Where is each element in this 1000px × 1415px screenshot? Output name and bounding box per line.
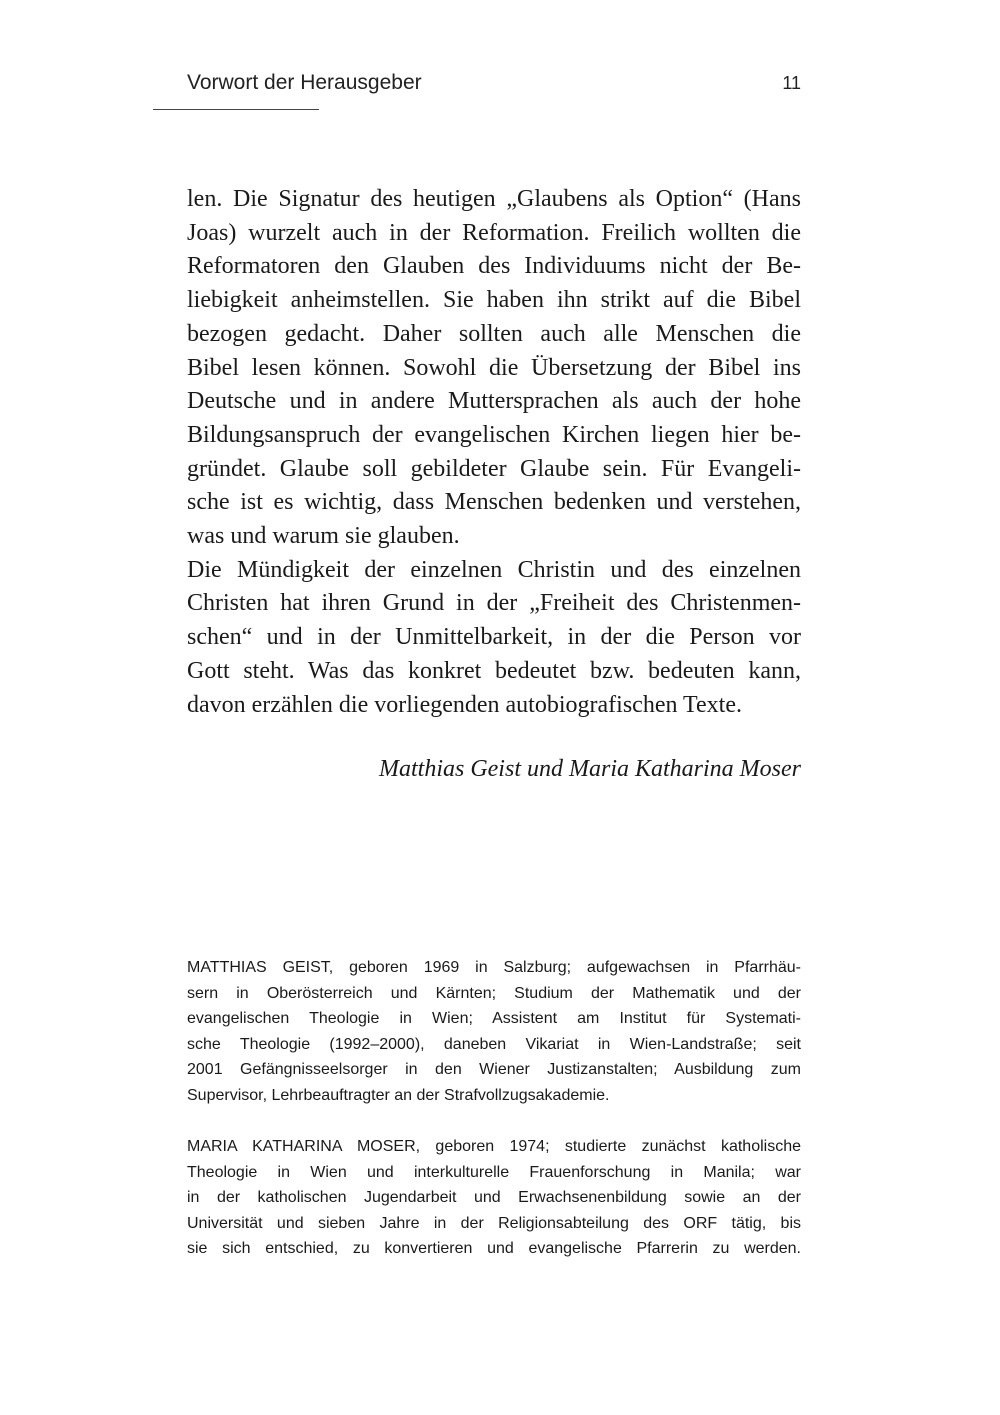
body-line: davon erzählen die vorliegenden autobiografischen Texte. xyxy=(187,691,742,718)
body-line: sche ist es wichtig, dass Menschen bedenken und verstehen, xyxy=(187,489,801,516)
body-line: schen“ und in der Unmittelbarkeit, in der die Person vor xyxy=(187,624,801,651)
bio-line: sern in Oberösterreich und Kärnten; Studium der Mathematik und der xyxy=(187,984,801,1002)
author-bio-moser xyxy=(187,1134,801,1262)
body-line: Gott steht. Was das konkret bedeutet bzw. bedeuten kann, xyxy=(187,657,801,684)
body-line: Bibel lesen können. Sowohl die Übersetzung der Bibel ins xyxy=(187,354,801,381)
body-line: bezogen gedacht. Daher sollten auch alle Menschen die xyxy=(187,320,801,347)
body-line: Christen hat ihren Grund in der „Freiheit des Christenmen- xyxy=(187,590,801,617)
bio-line: sie sich entschied, zu konvertieren und evangelische Pfarrerin zu werden. xyxy=(187,1240,801,1258)
body-line: was und warum sie glauben. xyxy=(187,523,460,550)
body-line: Die Mündigkeit der einzelnen Christin und des einzelnen xyxy=(187,556,801,583)
body-line: Deutsche und in andere Muttersprachen als auch der hohe xyxy=(187,388,801,415)
bio-line: MATTHIAS GEIST, geboren 1969 in Salzburg; aufgewachsen in Pfarrhäu- xyxy=(187,959,801,976)
bio-line: Theologie in Wien und interkulturelle Frauenforschung in Manila; war xyxy=(187,1163,801,1181)
body-line: gründet. Glaube soll gebildeter Glaube sein. Für Evangeli- xyxy=(187,455,801,482)
bio-line: Supervisor, Lehrbeauftragter an der Strafvollzugsakademie. xyxy=(187,1086,610,1104)
signature: Matthias Geist und Maria Katharina Moser xyxy=(378,756,801,782)
body-line: Reformatoren den Glauben des Individuums nicht der Be- xyxy=(187,253,801,280)
running-header-title: Vorwort der Herausgeber xyxy=(187,71,422,94)
body-line: len. Die Signatur des heutigen „Glaubens als Option“ (Hans xyxy=(187,186,801,212)
body-text xyxy=(187,183,801,722)
body-line: liebigkeit anheimstellen. Sie haben ihn strikt auf die Bibel xyxy=(187,287,801,314)
bio-line: in der katholischen Jugendarbeit und Erwachsenenbildung sowie an der xyxy=(187,1189,801,1207)
author-bio-geist xyxy=(187,955,801,1109)
bio-line: evangelischen Theologie in Wien; Assistent am Institut für Systemati- xyxy=(187,1010,801,1028)
bio-line: Universität und sieben Jahre in der Religionsabteilung des ORF tätig, bis xyxy=(187,1214,801,1232)
bio-line: 2001 Gefängnisseelsorger in den Wiener Justizanstalten; Ausbildung zum xyxy=(187,1061,801,1079)
body-line: Joas) wurzelt auch in der Reformation. Freilich wollten die xyxy=(187,219,801,246)
bio-line: sche Theologie (1992–2000), daneben Vikariat in Wien-Landstraße; seit xyxy=(187,1035,801,1053)
header-rule xyxy=(153,109,319,110)
page-number: 11 xyxy=(782,73,801,93)
body-line: Bildungsanspruch der evangelischen Kirchen liegen hier be- xyxy=(187,421,801,448)
bio-line: MARIA KATHARINA MOSER, geboren 1974; studierte zunächst katholische xyxy=(187,1138,801,1155)
